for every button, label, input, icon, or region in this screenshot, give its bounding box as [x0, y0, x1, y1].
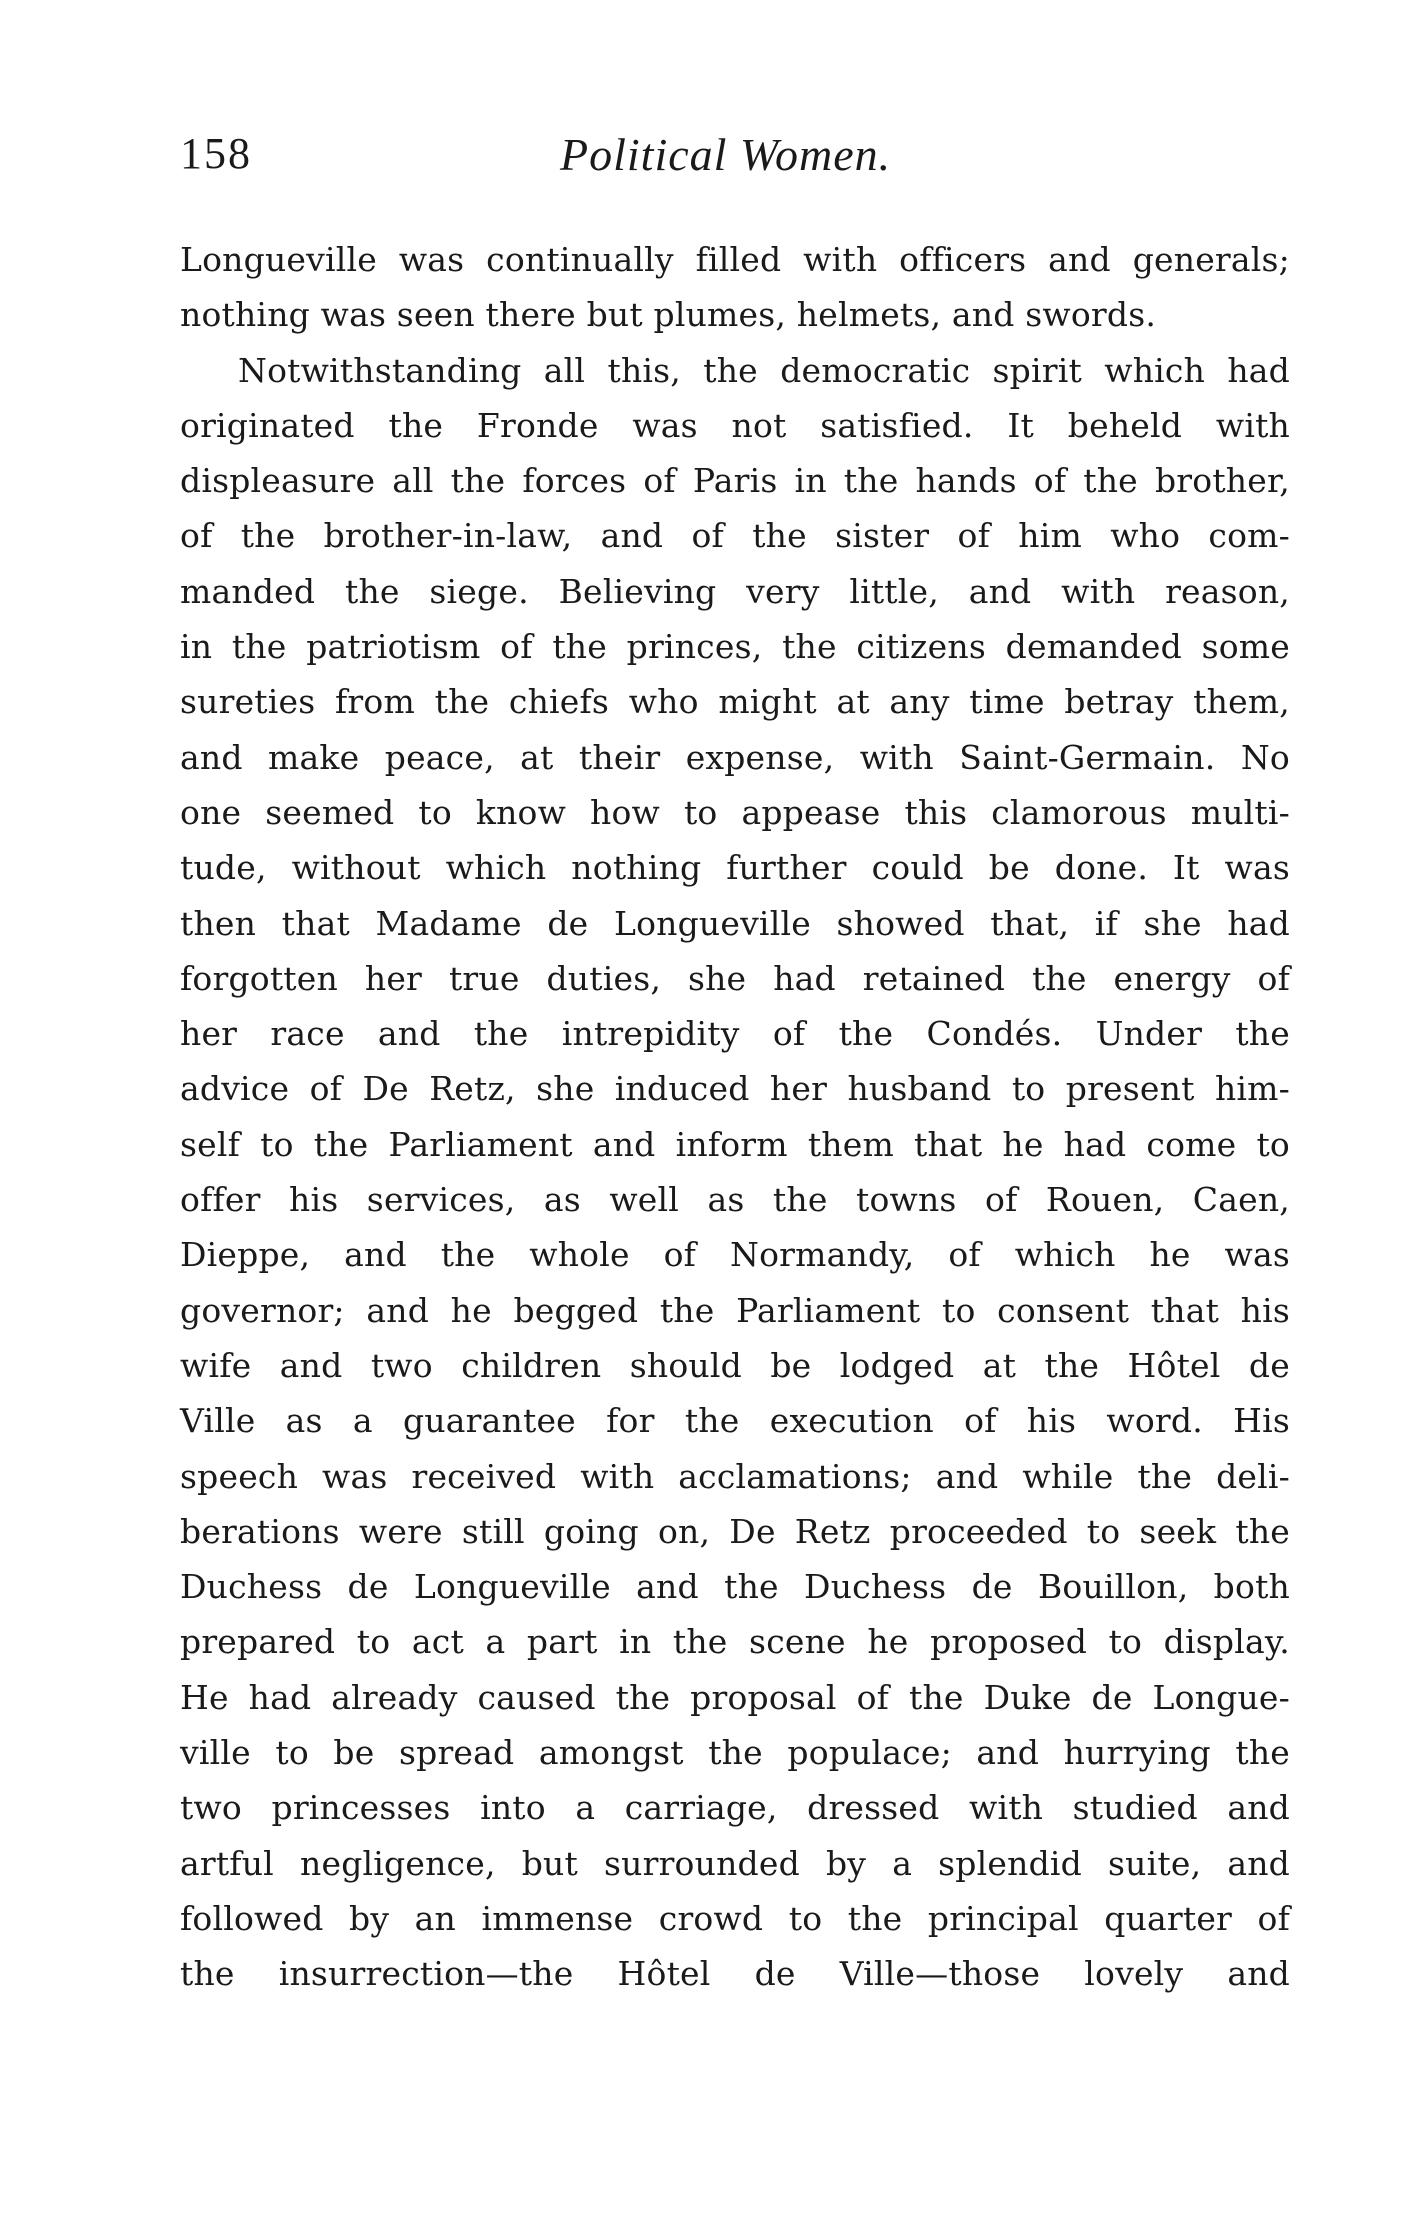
- text-line: originated the Fronde was not satisfied. It beheld with: [180, 405, 1290, 445]
- text-line: Ville as a guarantee for the execution of his word. His: [180, 1401, 1290, 1441]
- text-line: speech was received with acclamations; and while the deli-: [180, 1456, 1290, 1496]
- text-line: ville to be spread amongst the populace; and hurrying the: [180, 1733, 1290, 1773]
- text-line: two princesses into a carriage, dressed with studied and: [180, 1788, 1290, 1828]
- page-number: 158: [180, 129, 252, 178]
- body-text: [180, 232, 1290, 2002]
- text-line: tude, without which nothing further could be done. It was: [180, 848, 1290, 888]
- running-title: Political Women.: [560, 129, 892, 180]
- text-line: then that Madame de Longueville showed that, if she had: [180, 903, 1290, 943]
- text-line: wife and two children should be lodged at the Hôtel de: [180, 1345, 1290, 1385]
- text-line: Dieppe, and the whole of Normandy, of which he was: [180, 1235, 1290, 1275]
- text-line: displeasure all the forces of Paris in the hands of the brother,: [180, 461, 1290, 501]
- text-line: Duchess de Longueville and the Duchess de Bouillon, both: [180, 1567, 1290, 1607]
- text-line: Longueville was continually filled with officers and generals;: [180, 240, 1290, 279]
- text-line: advice of De Retz, she induced her husband to present him-: [180, 1069, 1290, 1109]
- text-line: one seemed to know how to appease this clamorous multi-: [180, 792, 1290, 832]
- page-header: [180, 128, 1280, 188]
- text-line: nothing was seen there but plumes, helmets, and swords.: [180, 295, 1157, 335]
- text-line: He had already caused the proposal of the Duke de Longue-: [180, 1677, 1290, 1717]
- text-line: the insurrection—the Hôtel de Ville—those lovely and: [180, 1954, 1290, 1994]
- text-line: berations were still going on, De Retz proceeded to seek the: [180, 1511, 1290, 1551]
- text-line: offer his services, as well as the towns of Rouen, Caen,: [180, 1180, 1290, 1220]
- text-line: manded the siege. Believing very little, and with reason,: [180, 571, 1290, 611]
- text-line: artful negligence, but surrounded by a splendid suite, and: [180, 1843, 1290, 1883]
- text-line: followed by an immense crowd to the principal quarter of: [180, 1898, 1290, 1938]
- text-line: self to the Parliament and inform them that he had come to: [180, 1124, 1290, 1164]
- text-line: of the brother-in-law, and of the sister of him who com-: [180, 516, 1290, 556]
- text-line: prepared to act a part in the scene he proposed to display.: [180, 1622, 1290, 1662]
- text-line: her race and the intrepidity of the Condés. Under the: [180, 1014, 1290, 1054]
- text-line: and make peace, at their expense, with Saint-Germain. No: [180, 737, 1290, 777]
- text-line: sureties from the chiefs who might at any time betray them,: [180, 682, 1290, 722]
- text-line: Notwithstanding all this, the democratic spirit which had: [238, 350, 1290, 390]
- text-line: in the patriotism of the princes, the citizens demanded some: [180, 627, 1290, 667]
- text-line: forgotten her true duties, she had retained the energy of: [180, 958, 1290, 998]
- text-line: governor; and he begged the Parliament to consent that his: [180, 1290, 1290, 1330]
